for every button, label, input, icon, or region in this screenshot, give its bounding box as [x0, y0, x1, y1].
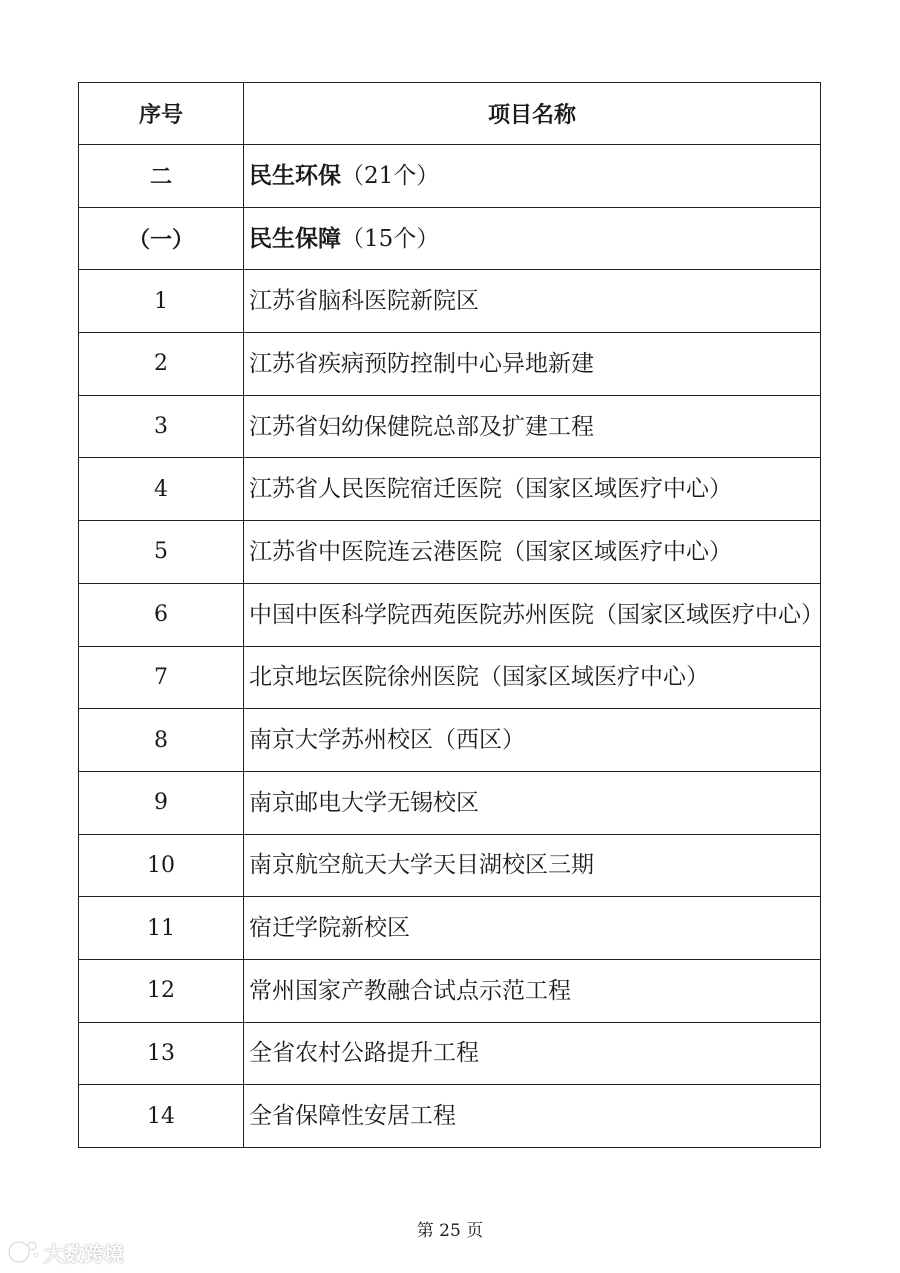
- watermark-text: 大数跨境: [44, 1241, 124, 1266]
- row-project-name: 中国中医科学院西苑医院苏州医院（国家区域医疗中心）: [244, 583, 821, 646]
- row-project-name: 宿迁学院新校区: [244, 897, 821, 960]
- table-row: [79, 458, 821, 521]
- section-count: （15个）: [341, 225, 440, 252]
- table-row: [79, 1085, 821, 1148]
- row-project-name: 江苏省妇幼保健院总部及扩建工程: [244, 395, 821, 458]
- table-header-row: [79, 83, 821, 145]
- row-number: 二: [79, 145, 244, 208]
- row-project-name: [244, 207, 821, 270]
- table-row: [79, 646, 821, 709]
- row-project-name: 北京地坛医院徐州医院（国家区域医疗中心）: [244, 646, 821, 709]
- row-project-name: 常州国家产教融合试点示范工程: [244, 959, 821, 1022]
- page-number: 第 25 页: [416, 1221, 484, 1241]
- row-project-name: 江苏省脑科医院新院区: [244, 270, 821, 333]
- section-title: 民生环保: [249, 162, 341, 189]
- watermark-logo-icon: [6, 1237, 40, 1267]
- project-table: [78, 82, 824, 1148]
- table-row: [79, 583, 821, 646]
- row-number: 6: [79, 583, 244, 646]
- table-row-section: [79, 207, 821, 270]
- row-number: 13: [79, 1022, 244, 1085]
- watermark: [6, 1236, 124, 1268]
- row-project-name: 江苏省中医院连云港医院（国家区域医疗中心）: [244, 521, 821, 584]
- row-project-name: 江苏省人民医院宿迁医院（国家区域医疗中心）: [244, 458, 821, 521]
- row-project-name: 南京邮电大学无锡校区: [244, 771, 821, 834]
- section-title: 民生保障: [249, 225, 341, 252]
- row-project-name: 南京航空航天大学天目湖校区三期: [244, 834, 821, 897]
- table-row: [79, 897, 821, 960]
- table-row: [79, 395, 821, 458]
- row-project-name: 全省农村公路提升工程: [244, 1022, 821, 1085]
- row-number: 14: [79, 1085, 244, 1148]
- header-serial-number: 序号: [79, 83, 244, 145]
- table-row-section: [79, 145, 821, 208]
- row-number: 11: [79, 897, 244, 960]
- row-project-name: 江苏省疾病预防控制中心异地新建: [244, 333, 821, 396]
- table-row: [79, 270, 821, 333]
- row-project-name: 南京大学苏州校区（西区）: [244, 709, 821, 772]
- row-number: 3: [79, 395, 244, 458]
- row-number: 10: [79, 834, 244, 897]
- row-number: 5: [79, 521, 244, 584]
- table-row: [79, 1022, 821, 1085]
- table-row: [79, 709, 821, 772]
- table-row: [79, 771, 821, 834]
- row-number: 1: [79, 270, 244, 333]
- row-number: 7: [79, 646, 244, 709]
- table-row: [79, 333, 821, 396]
- row-number: 2: [79, 333, 244, 396]
- row-number: 12: [79, 959, 244, 1022]
- section-count: （21个）: [341, 162, 440, 189]
- row-number: 9: [79, 771, 244, 834]
- row-project-name: 全省保障性安居工程: [244, 1085, 821, 1148]
- row-project-name: [244, 145, 821, 208]
- header-project-name: 项目名称: [244, 83, 821, 145]
- row-number: （一）: [79, 207, 244, 270]
- table-row: [79, 834, 821, 897]
- table-row: [79, 959, 821, 1022]
- table-row: [79, 521, 821, 584]
- row-number: 4: [79, 458, 244, 521]
- row-number: 8: [79, 709, 244, 772]
